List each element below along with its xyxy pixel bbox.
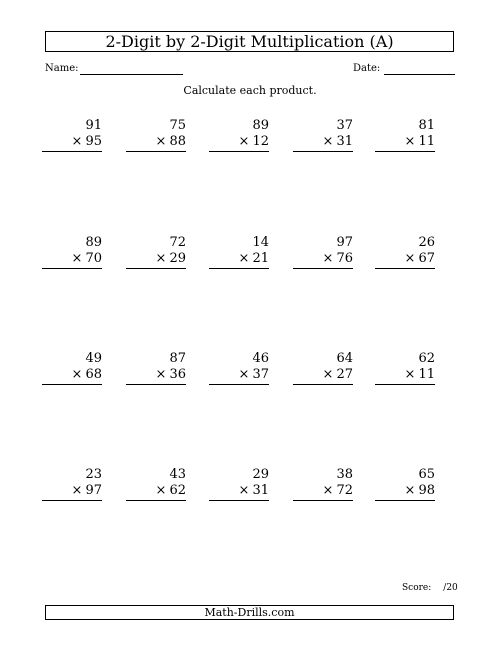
multiplier: 98 — [418, 483, 435, 498]
multiplicand: 29 — [252, 467, 269, 482]
multiplier: 97 — [85, 483, 102, 498]
multiplier: 37 — [252, 367, 269, 382]
multiplier-row — [209, 483, 269, 501]
multiplier: 31 — [252, 483, 269, 498]
multiply-sign: × — [404, 251, 416, 266]
worksheet-title: 2-Digit by 2-Digit Multiplication (A) — [105, 32, 394, 51]
multiplication-problem — [209, 235, 269, 269]
multiplier-row — [42, 483, 102, 501]
multiplication-problem — [375, 235, 435, 269]
multiplication-problem — [375, 351, 435, 385]
multiply-sign: × — [71, 483, 83, 498]
multiplier-row — [293, 367, 353, 385]
multiplication-problem — [126, 235, 186, 269]
multiplier: 21 — [252, 251, 269, 266]
instructions: Calculate each product. — [183, 84, 317, 97]
multiplier-row — [209, 134, 269, 152]
multiplication-problem — [293, 467, 353, 501]
multiplier: 31 — [336, 134, 353, 149]
multiplication-problem — [293, 235, 353, 269]
multiplier: 67 — [418, 251, 435, 266]
multiplier-row — [375, 251, 435, 269]
score-area — [402, 583, 458, 593]
multiplier: 62 — [169, 483, 186, 498]
multiplication-problem — [126, 118, 186, 152]
multiplication-problem — [375, 467, 435, 501]
date-label: Date: — [353, 63, 381, 74]
multiplier-row — [126, 483, 186, 501]
multiplier-row — [126, 367, 186, 385]
name-label: Name: — [45, 63, 79, 74]
multiplicand: 62 — [418, 351, 435, 366]
multiply-sign: × — [404, 134, 416, 149]
multiplication-problem — [209, 118, 269, 152]
multiplier-row — [293, 483, 353, 501]
multiply-sign: × — [155, 483, 167, 498]
multiplier-row — [375, 367, 435, 385]
multiplicand: 81 — [418, 118, 435, 133]
multiplication-problem — [209, 351, 269, 385]
multiply-sign: × — [322, 483, 334, 498]
multiplicand: 37 — [336, 118, 353, 133]
multiplier: 95 — [85, 134, 102, 149]
multiplier: 68 — [85, 367, 102, 382]
multiplier-row — [293, 251, 353, 269]
multiply-sign: × — [238, 251, 250, 266]
multiplier-row — [42, 367, 102, 385]
multiply-sign: × — [155, 367, 167, 382]
multiplication-problem — [126, 351, 186, 385]
multiplier: 11 — [418, 367, 435, 382]
multiplier: 72 — [336, 483, 353, 498]
multiplier-row — [42, 134, 102, 152]
multiply-sign: × — [71, 367, 83, 382]
multiplier-row — [126, 251, 186, 269]
multiply-sign: × — [238, 483, 250, 498]
multiply-sign: × — [404, 483, 416, 498]
multiplier: 12 — [252, 134, 269, 149]
multiplicand: 26 — [418, 235, 435, 250]
multiplicand: 97 — [336, 235, 353, 250]
multiplicand: 38 — [336, 467, 353, 482]
multiply-sign: × — [322, 251, 334, 266]
score-label: Score: — [402, 583, 432, 593]
multiplier-row — [293, 134, 353, 152]
multiplication-problem — [42, 351, 102, 385]
multiplier: 11 — [418, 134, 435, 149]
multiply-sign: × — [155, 251, 167, 266]
multiplier-row — [126, 134, 186, 152]
multiplier: 36 — [169, 367, 186, 382]
site-name: Math-Drills.com — [204, 606, 295, 619]
multiply-sign: × — [71, 134, 83, 149]
multiply-sign: × — [155, 134, 167, 149]
multiplicand: 89 — [252, 118, 269, 133]
multiplicand: 49 — [85, 351, 102, 366]
multiplier-row — [209, 367, 269, 385]
multiplicand: 75 — [169, 118, 186, 133]
multiplication-problem — [42, 467, 102, 501]
multiplier-row — [375, 483, 435, 501]
multiplicand: 23 — [85, 467, 102, 482]
multiplier-row — [375, 134, 435, 152]
multiply-sign: × — [404, 367, 416, 382]
multiplier: 29 — [169, 251, 186, 266]
multiplication-problem — [42, 235, 102, 269]
multiplicand: 65 — [418, 467, 435, 482]
multiplier: 70 — [85, 251, 102, 266]
multiply-sign: × — [322, 367, 334, 382]
multiplication-problem — [126, 467, 186, 501]
footer-box — [45, 605, 454, 620]
multiply-sign: × — [71, 251, 83, 266]
multiplicand: 64 — [336, 351, 353, 366]
multiplicand: 91 — [85, 118, 102, 133]
multiply-sign: × — [238, 134, 250, 149]
multiplication-problem — [209, 467, 269, 501]
multiplier-row — [209, 251, 269, 269]
score-total: /20 — [443, 583, 458, 593]
multiply-sign: × — [238, 367, 250, 382]
multiplier-row — [42, 251, 102, 269]
multiplier: 88 — [169, 134, 186, 149]
multiplicand: 89 — [85, 235, 102, 250]
multiplicand: 46 — [252, 351, 269, 366]
multiplicand: 87 — [169, 351, 186, 366]
multiplicand: 14 — [252, 235, 269, 250]
multiplier: 27 — [336, 367, 353, 382]
multiplicand: 72 — [169, 235, 186, 250]
multiply-sign: × — [322, 134, 334, 149]
multiplier: 76 — [336, 251, 353, 266]
multiplication-problem — [293, 118, 353, 152]
multiplicand: 43 — [169, 467, 186, 482]
multiplication-problem — [42, 118, 102, 152]
multiplication-problem — [293, 351, 353, 385]
multiplication-problem — [375, 118, 435, 152]
